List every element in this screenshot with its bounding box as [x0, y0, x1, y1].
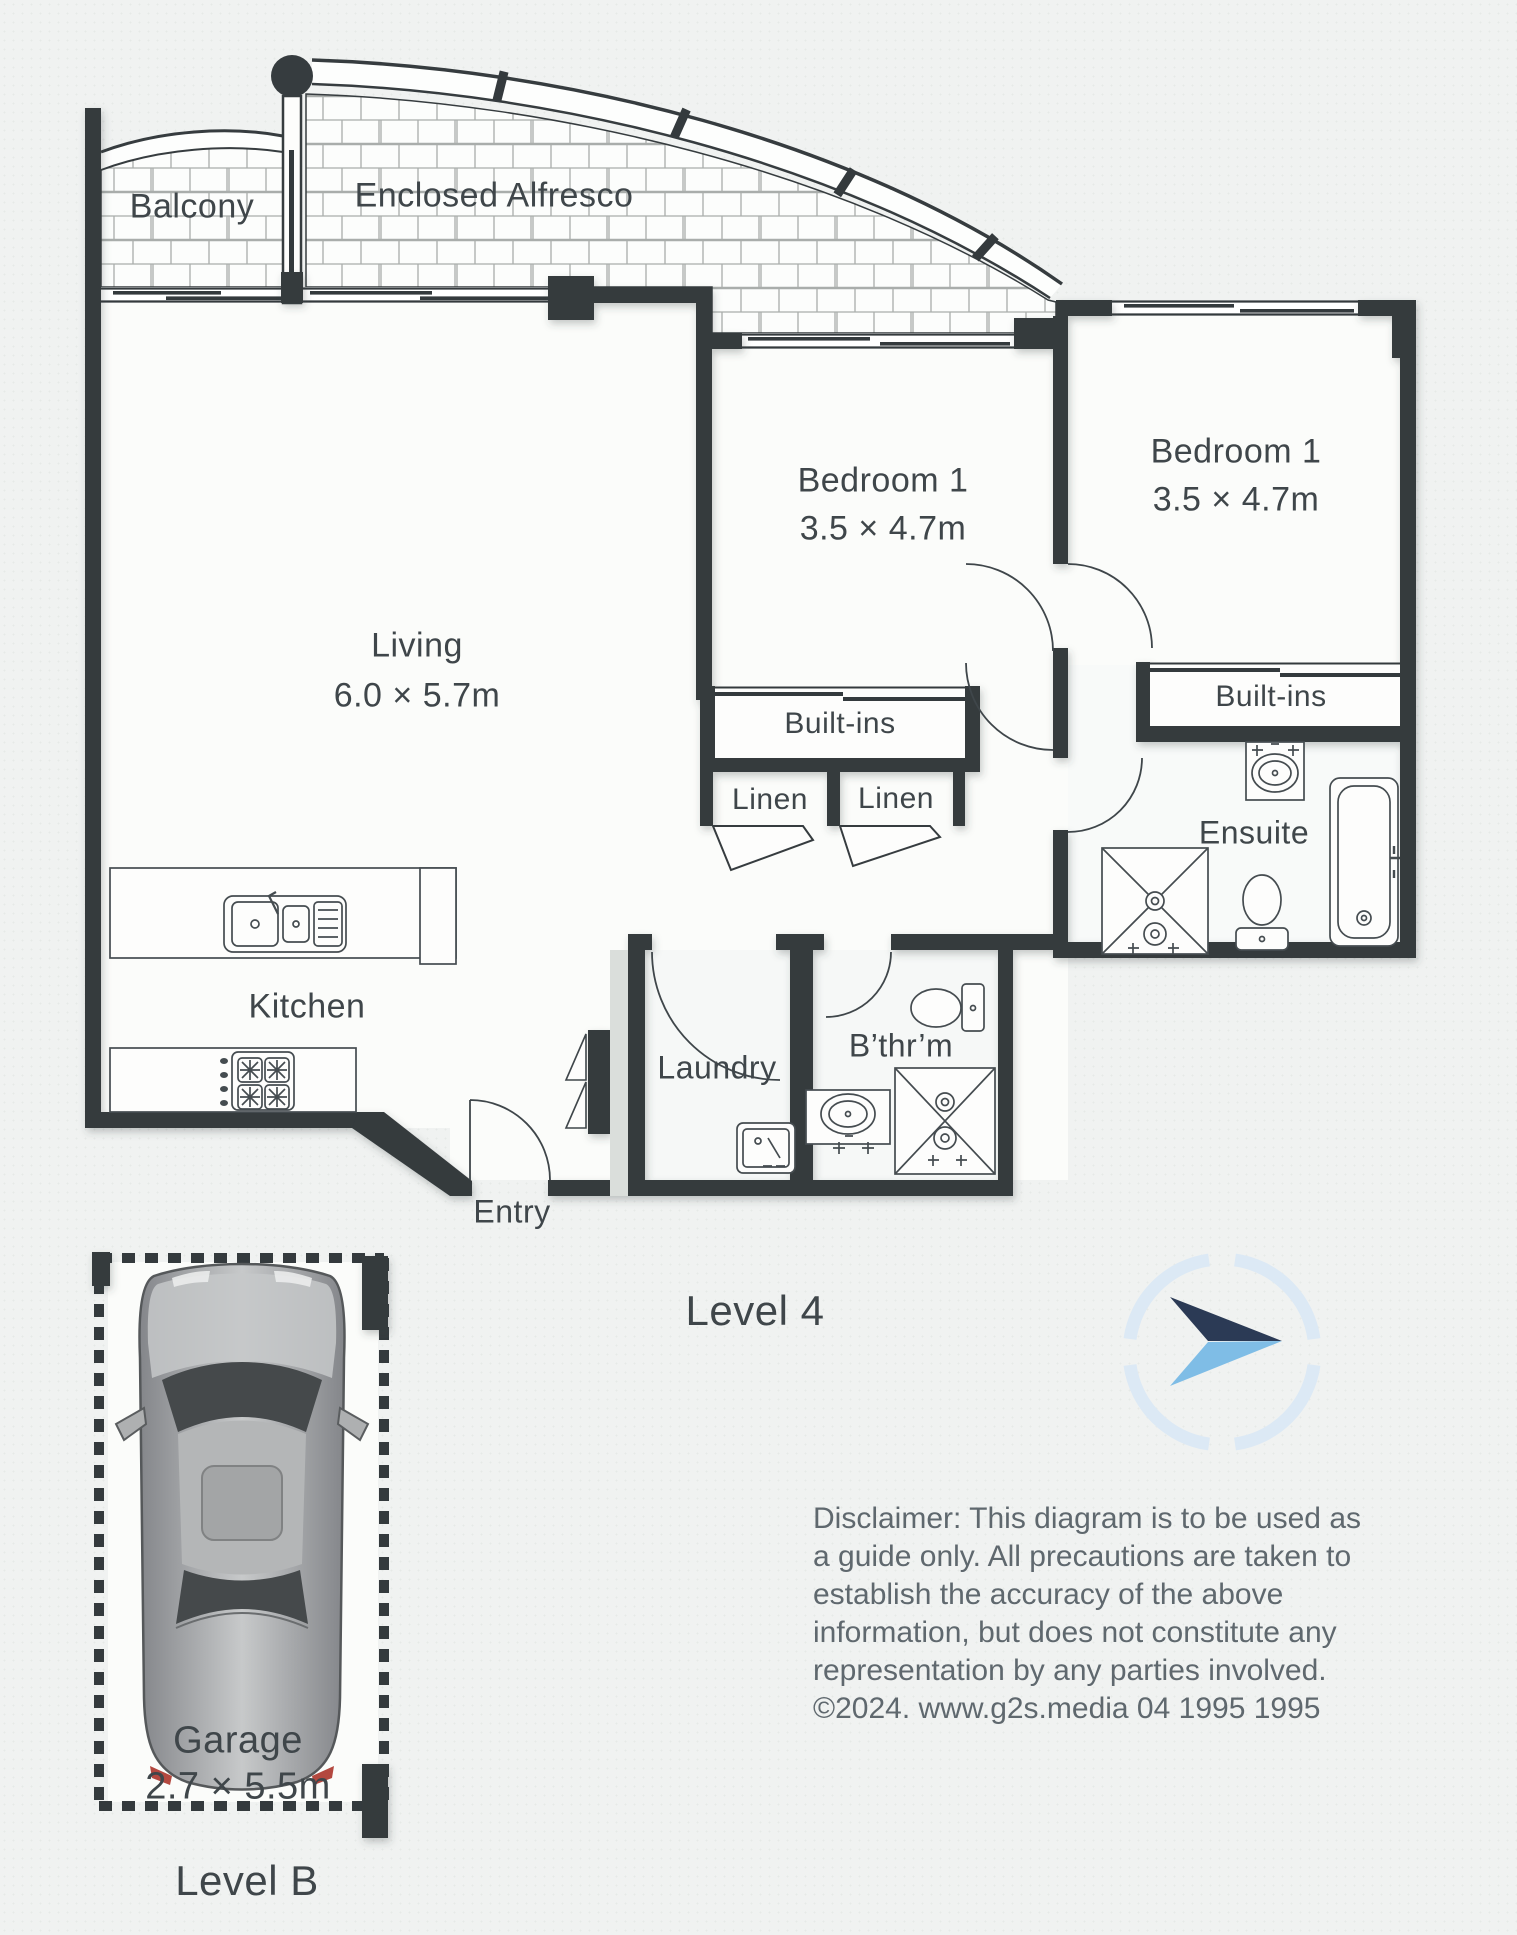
- car-illustration: [116, 1264, 368, 1790]
- disclaimer-line: ©2024. www.g2s.media 04 1995 1995: [813, 1692, 1321, 1725]
- compass-arrow-dark: [1170, 1297, 1282, 1341]
- builtins-mid-label: Built-ins: [784, 707, 896, 740]
- alfresco-label: Enclosed Alfresco: [354, 176, 634, 215]
- laundry-fixtures: [737, 1123, 795, 1173]
- builtins-right-label: Built-ins: [1215, 680, 1327, 713]
- bedroom-mid-label: Bedroom 1: [797, 461, 969, 500]
- bedroom-right-dims: 3.5 × 4.7m: [1152, 480, 1320, 519]
- balcony-window: [101, 287, 283, 303]
- compass-icon: [1130, 1260, 1314, 1444]
- garage-dims: 2.7 × 5.5m: [145, 1765, 331, 1808]
- disclaimer-line: a guide only. All precautions are taken to: [813, 1540, 1352, 1573]
- ensuite-label: Ensuite: [1198, 814, 1310, 851]
- level-b-label: Level B: [175, 1857, 319, 1904]
- balcony-label: Balcony: [129, 187, 255, 226]
- living-window: [301, 287, 556, 303]
- living-dims: 6.0 × 5.7m: [333, 676, 501, 715]
- disclaimer-text: [813, 1500, 1433, 1728]
- bedroom-mid-dims: 3.5 × 4.7m: [799, 509, 967, 548]
- disclaimer-line: representation by any parties involved.: [813, 1654, 1327, 1687]
- laundry-label: Laundry: [657, 1049, 777, 1086]
- linen-right-label: Linen: [858, 782, 934, 815]
- bedroom-right-label: Bedroom 1: [1150, 432, 1322, 471]
- entry-label: Entry: [473, 1193, 551, 1230]
- disclaimer-line: establish the accuracy of the above: [813, 1578, 1284, 1611]
- column-post-cap: [271, 55, 313, 97]
- garage-label: Garage: [173, 1719, 303, 1762]
- living-label: Living: [371, 626, 463, 665]
- bedroom-right-window: [1112, 300, 1358, 316]
- disclaimer-line: Disclaimer: This diagram is to be used as: [813, 1502, 1361, 1535]
- bedroom-mid-window: [736, 333, 1014, 349]
- wall-gap-shading: [610, 950, 628, 1196]
- kitchen-label: Kitchen: [248, 987, 366, 1026]
- compass-arrow-light: [1170, 1341, 1282, 1386]
- level-4-label: Level 4: [685, 1287, 825, 1334]
- bathroom-label: B’thr’m: [848, 1027, 954, 1064]
- disclaimer-line: information, but does not constitute any: [813, 1616, 1337, 1649]
- linen-left-label: Linen: [732, 783, 808, 816]
